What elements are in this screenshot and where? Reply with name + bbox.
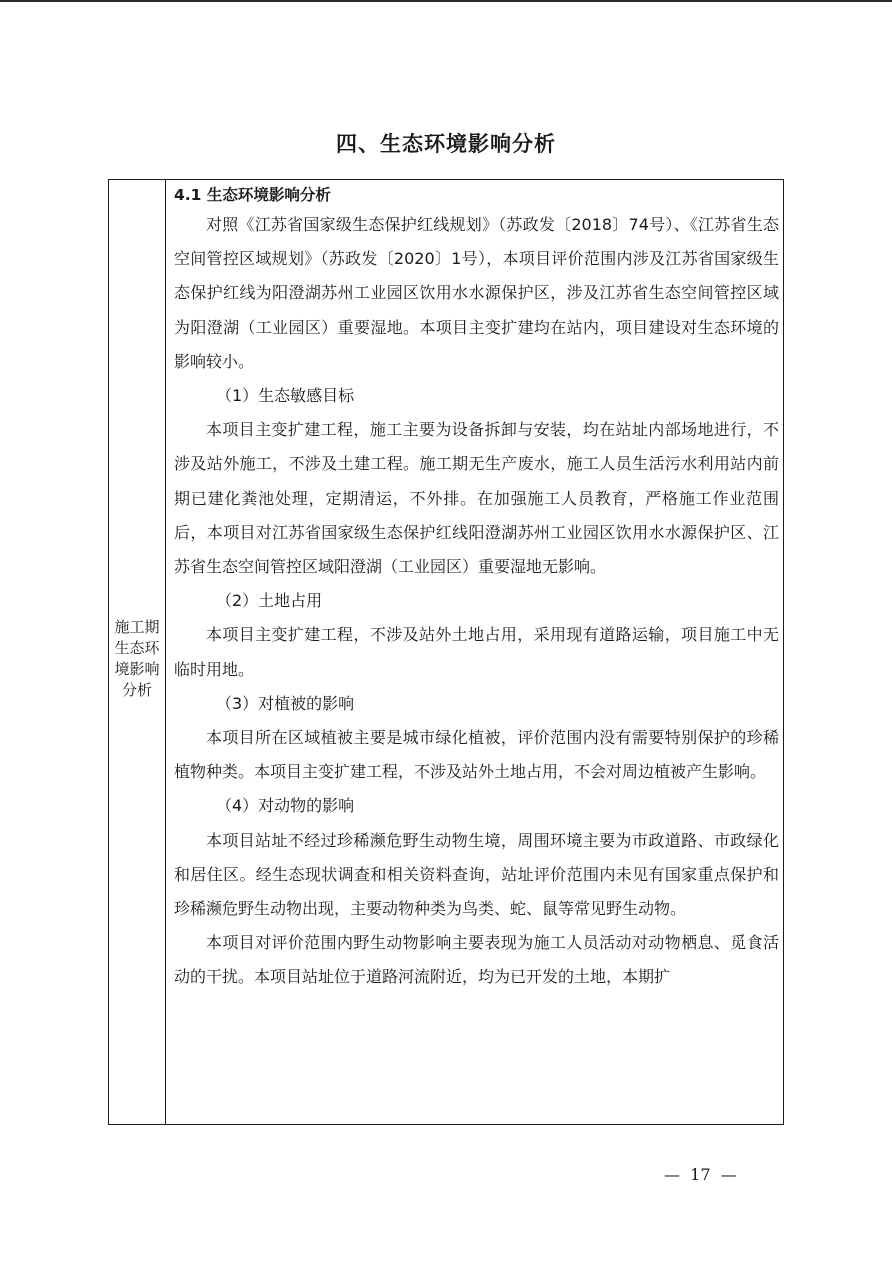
row-label: 施工期生态环境影响分析	[114, 618, 160, 699]
paragraph-animals: 本项目站址不经过珍稀濒危野生动物生境，周围环境主要为市政道路、市政绿化和居住区。经生态现状调查和相关资料查询，站址评价范围内未见有国家重点保护和珍稀濒危野生动物出现，主要动物种类为鸟类、蛇、鼠等常见野生动物。	[174, 830, 779, 919]
paragraph-vegetation: 本项目所在区域植被主要是城市绿化植被，评价范围内没有需要特别保护的珍稀植物种类。本项目主变扩建工程，不涉及站外土地占用，不会对周边植被产生影响。	[174, 728, 779, 782]
paragraph-animal-disturbance: 本项目对评价范围内野生动物影响主要表现为施工人员活动对动物栖息、觅食活动的干扰。本项目站址位于道路河流附近，均为已开发的土地，本期扩	[174, 933, 779, 987]
subheading-land-occupation: （2）土地占用	[216, 591, 323, 611]
paragraph-sensitive-targets: 本项目主变扩建工程，施工主要为设备拆卸与安装，均在站址内部场地进行，不涉及站外施工，不涉及土建工程。施工期无生产废水，施工人员生活污水利用站内前期已建化粪池处理，定期清运，不外排。在加强施工人员教育，严格施工作业范围后，本项目对江苏省国家级生态保护红线阳澄湖苏州工业园区饮用水水源保护区、江苏省生态空间管控区域阳澄湖（工业园区）重要湿地无影响。	[174, 420, 779, 577]
subheading-animals: （4）对动物的影响	[216, 796, 355, 816]
subheading-vegetation: （3）对植被的影响	[216, 693, 355, 713]
page-title: 四、生态环境影响分析	[336, 132, 556, 156]
top-border-rule	[0, 0, 892, 2]
paragraph-intro: 对照《江苏省国家级生态保护红线规划》（苏政发〔2018〕74号）、《江苏省生态空间管控区域规划》（苏政发〔2020〕1号），本项目评价范围内涉及江苏省国家级生态保护红线为阳澄湖苏州工业园区饮用水水源保护区，涉及江苏省生态空间管控区域为阳澄湖（工业园区）重要湿地。本项目主变扩建均在站内，项目建设对生态环境的影响较小。	[174, 215, 779, 371]
section-heading: 4.1 生态环境影响分析	[174, 186, 331, 204]
paragraph-land-occupation: 本项目主变扩建工程，不涉及站外土地占用，采用现有道路运输，项目施工中无临时用地。	[174, 625, 779, 679]
analysis-table	[108, 179, 784, 1125]
content-cell	[166, 180, 783, 1124]
row-label-cell	[109, 180, 166, 1124]
subheading-sensitive-targets: （1）生态敏感目标	[216, 386, 355, 406]
page-number: — 17 —	[664, 1165, 737, 1184]
